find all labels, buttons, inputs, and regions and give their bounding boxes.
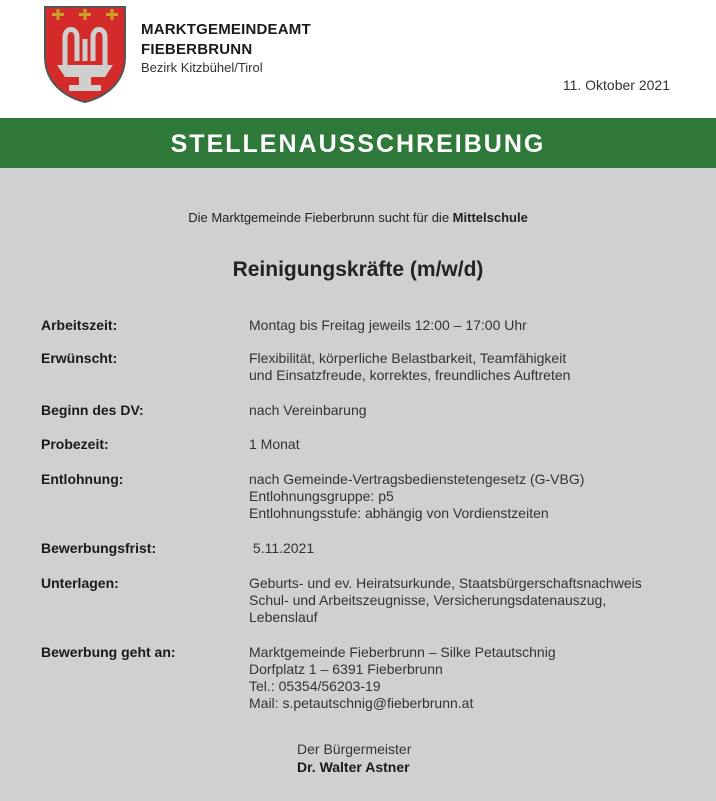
banner-title: STELLENAUSSCHREIBUNG — [0, 118, 716, 168]
detail-value — [249, 471, 679, 522]
detail-value — [249, 350, 679, 384]
detail-label: Bewerbungsfrist: — [41, 540, 157, 556]
detail-line: Montag bis Freitag jeweils 12:00 – 17:00 Uhr — [249, 317, 527, 333]
detail-value — [249, 644, 679, 712]
detail-label: Probezeit: — [41, 436, 109, 452]
signature-role: Der Bürgermeister — [297, 741, 412, 757]
detail-line: Flexibilität, körperliche Belastbarkeit, Teamfähigkeit — [249, 350, 567, 366]
detail-label: Beginn des DV: — [41, 402, 144, 418]
detail-label: Bewerbung geht an: — [41, 644, 176, 660]
org-district: Bezirk Kitzbühel/Tirol — [141, 60, 263, 75]
org-name-line1: MARKTGEMEINDEAMT — [141, 21, 311, 38]
detail-value — [249, 575, 679, 626]
coat-of-arms-icon — [43, 5, 127, 103]
detail-label: Entlohnung: — [41, 471, 124, 487]
detail-line: 5.11.2021 — [249, 540, 315, 556]
detail-line: Schul- und Arbeitszeugnisse, Versicherungsdatenauszug, — [249, 592, 607, 608]
detail-label: Arbeitszeit: — [41, 317, 118, 333]
document-date: 11. Oktober 2021 — [562, 77, 670, 93]
detail-line: Entlohnungsgruppe: p5 — [249, 488, 394, 504]
detail-line: Dorfplatz 1 – 6391 Fieberbrunn — [249, 661, 443, 677]
job-posting-body — [0, 168, 716, 801]
detail-line: Mail: s.petautschnig@fieberbrunn.at — [249, 695, 474, 711]
detail-line: Lebenslauf — [249, 609, 318, 625]
detail-label: Unterlagen: — [41, 575, 119, 591]
signature-name-text: Dr. Walter Astner — [297, 759, 410, 775]
detail-value — [249, 317, 679, 334]
detail-line: Entlohnungsstufe: abhängig von Vordienstzeiten — [249, 505, 549, 521]
detail-label: Erwünscht: — [41, 350, 118, 366]
detail-line: nach Vereinbarung — [249, 402, 367, 418]
detail-line: und Einsatzfreude, korrektes, freundliches Auftreten — [249, 367, 571, 383]
detail-line: 1 Monat — [249, 436, 300, 452]
detail-line: nach Gemeinde-Vertragsbedienstetengesetz (G-VBG) — [249, 471, 585, 487]
intro-text-plain: Die Marktgemeinde Fieberbrunn sucht für die — [188, 210, 453, 225]
org-name-line2: FIEBERBRUNN — [141, 41, 253, 58]
job-title: Reinigungskräfte (m/w/d) — [232, 258, 484, 281]
detail-value — [249, 540, 679, 557]
detail-value — [249, 402, 679, 419]
intro-school: Mittelschule — [452, 210, 528, 225]
detail-value — [249, 436, 679, 453]
signature-name — [297, 759, 410, 775]
detail-line: Geburts- und ev. Heiratsurkunde, Staatsbürgerschaftsnachweis — [249, 575, 642, 591]
detail-line: Tel.: 05354/56203-19 — [249, 678, 381, 694]
intro-text — [0, 210, 716, 225]
detail-line: Marktgemeinde Fieberbrunn – Silke Petautschnig — [249, 644, 556, 660]
letterhead — [0, 0, 716, 118]
